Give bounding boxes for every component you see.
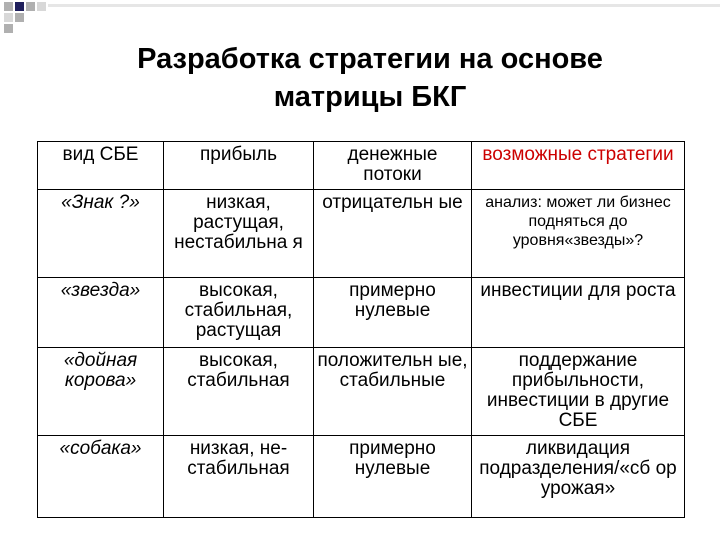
row-type: «собака»: [38, 436, 164, 518]
row-profit: низкая, растущая, нестабильна я: [164, 190, 314, 278]
row-type: «дойная корова»: [38, 348, 164, 436]
deco-square-1: [4, 2, 13, 11]
deco-square-6: [15, 13, 24, 22]
header-sbe: вид СБЕ: [38, 142, 164, 190]
row-type: «Знак ?»: [38, 190, 164, 278]
table-row: [38, 348, 685, 436]
row-profit: высокая, стабильная: [164, 348, 314, 436]
slide-title: [70, 40, 670, 116]
title-line-2: матрицы БКГ: [273, 81, 467, 113]
header-cashflow: денежные потоки: [314, 142, 472, 190]
row-cashflow: примерно нулевые: [314, 278, 472, 348]
row-strategy: поддержание прибыльности, инвестиции в другие СБЕ: [472, 348, 685, 436]
deco-square-4: [37, 2, 46, 11]
title-line-1: Разработка стратегии на основе: [137, 43, 603, 75]
header-profit: прибыль: [164, 142, 314, 190]
table-header-row: [38, 142, 685, 190]
row-profit: низкая, не- стабильная: [164, 436, 314, 518]
deco-bar: [48, 4, 720, 7]
row-cashflow: положительн ые, стабильные: [314, 348, 472, 436]
deco-square-5: [4, 13, 13, 22]
deco-square-7: [4, 24, 13, 33]
table-row: [38, 190, 685, 278]
row-strategy: анализ: может ли бизнес подняться до уровня«звезды»?: [472, 190, 685, 278]
corner-decoration: [0, 0, 720, 40]
header-strategy: возможные стратегии: [472, 142, 685, 190]
bcg-strategy-table: [37, 141, 685, 518]
row-cashflow: примерно нулевые: [314, 436, 472, 518]
table-row: [38, 278, 685, 348]
deco-square-2: [15, 2, 24, 11]
table-row: [38, 436, 685, 518]
row-profit: высокая, стабильная, растущая: [164, 278, 314, 348]
row-strategy: инвестиции для роста: [472, 278, 685, 348]
row-type: «звезда»: [38, 278, 164, 348]
row-cashflow: отрицательн ые: [314, 190, 472, 278]
row-strategy: ликвидация подразделения/«сб ор урожая»: [472, 436, 685, 518]
deco-square-3: [26, 2, 35, 11]
